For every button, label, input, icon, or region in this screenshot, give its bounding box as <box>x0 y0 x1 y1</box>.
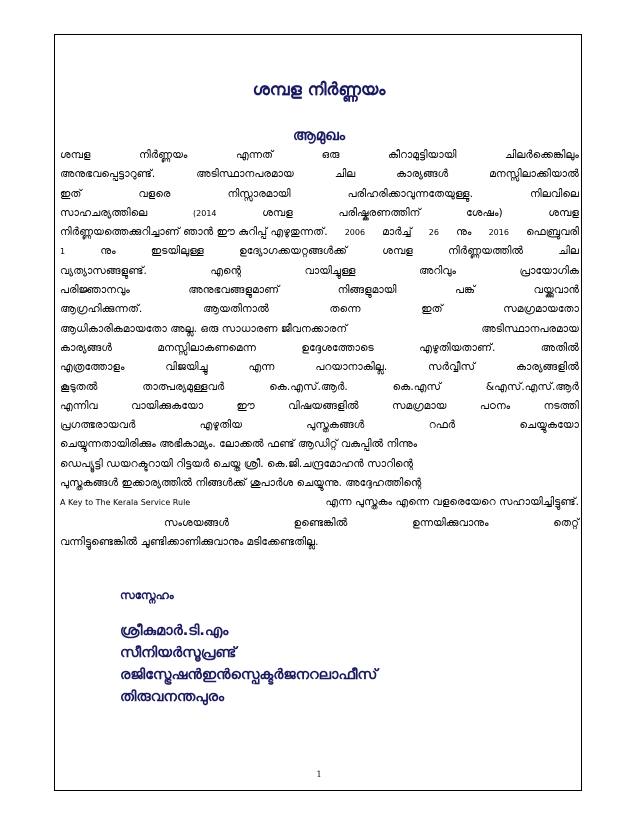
word: സംശയങ്ങൾ <box>164 517 229 529</box>
word: &എസ്.എസ്.ആർ <box>485 380 579 393</box>
word: എന്ന <box>248 361 275 374</box>
word: A Key to The Kerala Service Rule <box>60 498 191 508</box>
word: കെ.എസ്.ആർ. <box>269 380 348 393</box>
word: വിജയിച്ചു <box>165 361 208 374</box>
word: സമഗ്രമായ <box>392 399 447 412</box>
word: എന്റെ <box>210 264 242 277</box>
word: പ്രഗത്ഭരായവർ <box>60 419 136 432</box>
word: അതിൽ <box>540 341 579 354</box>
word: കെ.എസ് <box>392 380 441 393</box>
text-line <box>60 281 579 300</box>
text-line <box>60 300 579 319</box>
word: കാര്യങ്ങൾ <box>60 341 113 354</box>
word: പറയാനാകില്ല. <box>315 361 388 374</box>
word: പരിഹരിക്കാവുന്നതേയുള്ളു. <box>347 187 473 200</box>
word: ഇത് <box>421 303 443 316</box>
word: നിങ്ങളുമായി <box>337 284 397 297</box>
word: ശമ്പള <box>60 149 91 161</box>
document-title: ശമ്പള നിർണ്ണയം <box>252 80 386 100</box>
word: 1 <box>60 247 66 257</box>
text-line <box>60 416 579 435</box>
word: വളരെ <box>138 187 171 200</box>
text-line <box>60 455 579 474</box>
word: വയ്ക്കുവാൻ <box>533 284 579 297</box>
word: ഒരു <box>321 149 340 161</box>
word: നിസ്സാരമായി <box>227 187 291 200</box>
word: ഫെബ്രുവരി <box>526 226 579 239</box>
word: വായിക്കുകയോ <box>131 399 204 412</box>
text-line <box>60 339 579 358</box>
word: ഉദ്ദേശത്തോടെ <box>301 341 374 354</box>
word: എന്ന പുസ്തകം എന്നെ വളരെയേറെ സഹായിച്ചിട്ടുണ്ട്. <box>325 496 579 509</box>
text-line <box>60 378 579 397</box>
word: താത്പര്യമുള്ളവർ <box>142 380 225 393</box>
word: പഠനം <box>479 399 511 412</box>
word: കാര്യങ്ങളിൽ <box>515 361 579 374</box>
signature-office: രജിസ്ട്രേഷൻഇൻസ്പെക്ടർജനറലാഫീസ് <box>120 667 378 683</box>
word: ചില <box>558 245 579 258</box>
word: 26 <box>428 228 439 238</box>
second-paragraph <box>60 514 579 553</box>
word: അടിസ്ഥാനപരമായ <box>481 322 579 335</box>
word: എന്നിവ <box>60 399 98 412</box>
text-line <box>60 320 579 339</box>
word: മനസ്സിലാകണമെന്ന <box>157 341 256 354</box>
word: ശമ്പള <box>262 206 293 219</box>
text-line <box>60 493 579 512</box>
text-line <box>60 435 579 454</box>
word: അനുഭവപ്പെട്ടാറുണ്ട്. <box>60 168 156 181</box>
word: ചില <box>334 168 356 181</box>
word: സമഗ്രമായതോ <box>503 303 579 316</box>
word: ആഗ്രഹിക്കുന്നത്. <box>60 303 143 316</box>
text-line <box>60 204 579 223</box>
word: എഴുതിയതാണ്. <box>419 341 496 354</box>
word: എത്രത്തോളം <box>60 361 125 374</box>
word: അറിവും <box>419 264 457 277</box>
word: ഇത് <box>60 187 82 200</box>
word: അനുഭവങ്ങളുമാണ് <box>188 284 280 297</box>
word: നിലവിലെ <box>529 187 579 200</box>
word: ചെയ്യുകയോ <box>519 419 579 432</box>
word: ഇടയിലുള്ള <box>150 245 204 258</box>
word: കീറാമുട്ടിയായി <box>388 149 457 161</box>
word: ഈ <box>236 399 255 412</box>
text-line <box>60 533 579 552</box>
page-number: 1 <box>316 770 322 779</box>
word: ശമ്പള <box>548 206 579 219</box>
word: എന്നത് <box>235 149 274 161</box>
text-line <box>60 397 579 416</box>
word: ആധികാരികമായതോ അല്ല. ഒരു സാധാരണ ജീവനക്കാരന് <box>60 322 348 335</box>
word: പ്രായോഗിക <box>519 264 579 277</box>
word: മനസ്സിലാക്കിയാൽ <box>489 168 579 181</box>
word: തന്നെ <box>329 303 361 316</box>
word: ഉന്നയിക്കുവാനും <box>412 517 489 529</box>
word: നിർണ്ണയം <box>139 149 188 161</box>
signature-name: ശ്രീകുമാർ.ടി.എം <box>120 623 229 639</box>
word: പുസ്തകങ്ങൾ <box>306 419 365 432</box>
word: പരിഷ്കരണത്തിന് <box>338 206 421 219</box>
word: ചിലർക്കെങ്കിലും <box>504 149 579 161</box>
word: ഉദ്യോഗക്കയറ്റങ്ങൾക്ക് <box>239 245 348 258</box>
closing-salutation: സസ്നേഹം <box>120 588 174 602</box>
word: വ്യത്യാസങ്ങളുണ്ട്. <box>60 264 147 277</box>
word: 2006 <box>344 228 366 238</box>
word: പരിജ്ഞാനവും <box>60 284 130 297</box>
word: നും <box>100 245 116 258</box>
word: പങ്ക് <box>454 284 476 297</box>
word: സർവ്വീസ് <box>428 361 476 374</box>
word: തെറ്റ് <box>553 517 579 529</box>
text-line <box>60 474 579 493</box>
word: അടിസ്ഥാനപരമായ <box>196 168 294 181</box>
text-line <box>60 146 579 165</box>
word: കൂടുതൽ <box>60 380 98 393</box>
word: ഉണ്ടെങ്കിൽ <box>293 517 348 529</box>
text-line <box>60 223 579 242</box>
word: നടത്തി <box>543 399 579 412</box>
word: (2014 <box>193 208 217 218</box>
word: ആയതിനാൽ <box>202 303 269 316</box>
word: കാര്യങ്ങൾ <box>396 168 449 181</box>
text-line <box>60 262 579 281</box>
text-line <box>60 358 579 377</box>
word: നിർണ്ണയത്തെക്കുറിച്ചാണ് ഞാൻ ഈ കുറിപ്പ് എഴുതുന്നത്. <box>60 226 328 239</box>
word: ചെയ്യുന്നതായിരിക്കും അഭികാമ്യം. ലോക്കൽ ഫണ്ട് ആഡിറ്റ് വകുപ്പിൽ നിന്നും <box>60 438 418 451</box>
text-line <box>60 185 579 204</box>
word: പുസ്തകങ്ങൾ ഇക്കാര്യത്തിൽ നിങ്ങൾക്ക് ശുപാർശ ചെയ്യുന്നു. അദ്ദേഹത്തിന്റെ <box>60 477 422 490</box>
text-line <box>60 514 579 533</box>
signature-place: തിരുവനന്തപുരം <box>120 689 225 705</box>
word: സാഹചര്യത്തിലെ <box>60 206 148 219</box>
word: 2016 <box>488 228 509 238</box>
word: ശേഷം) <box>466 206 503 219</box>
word: എഴുതിയ <box>199 419 243 432</box>
text-line <box>60 165 579 184</box>
signature-designation: സീനിയർസൂപ്രണ്ട് <box>120 645 237 661</box>
word: റഫർ <box>428 419 456 432</box>
intro-paragraph <box>60 146 579 513</box>
word: ഡെപ്യൂട്ടി ഡയറക്ടറായി റിട്ടയർ ചെയ്ത ശ്രീ. കെ.ജി.ചന്ദ്രമോഹൻ സാറിന്റെ <box>60 457 414 470</box>
text-line <box>60 242 579 261</box>
word: ശമ്പള <box>382 245 413 258</box>
word: നിർണ്ണയത്തിൽ <box>448 245 524 258</box>
word: മാർച്ച് <box>382 226 412 239</box>
word: വായിച്ചുള്ള <box>304 264 356 277</box>
word: നും <box>456 226 472 239</box>
word: വന്നിട്ടുണ്ടെങ്കിൽ ചൂണ്ടിക്കാണിക്കുവാനും മടിക്കേണ്ടതില്ല. <box>60 536 319 549</box>
signature-block <box>120 620 377 708</box>
section-heading: ആമുഖം <box>292 126 346 144</box>
word: വിഷയങ്ങളിൽ <box>288 399 359 412</box>
